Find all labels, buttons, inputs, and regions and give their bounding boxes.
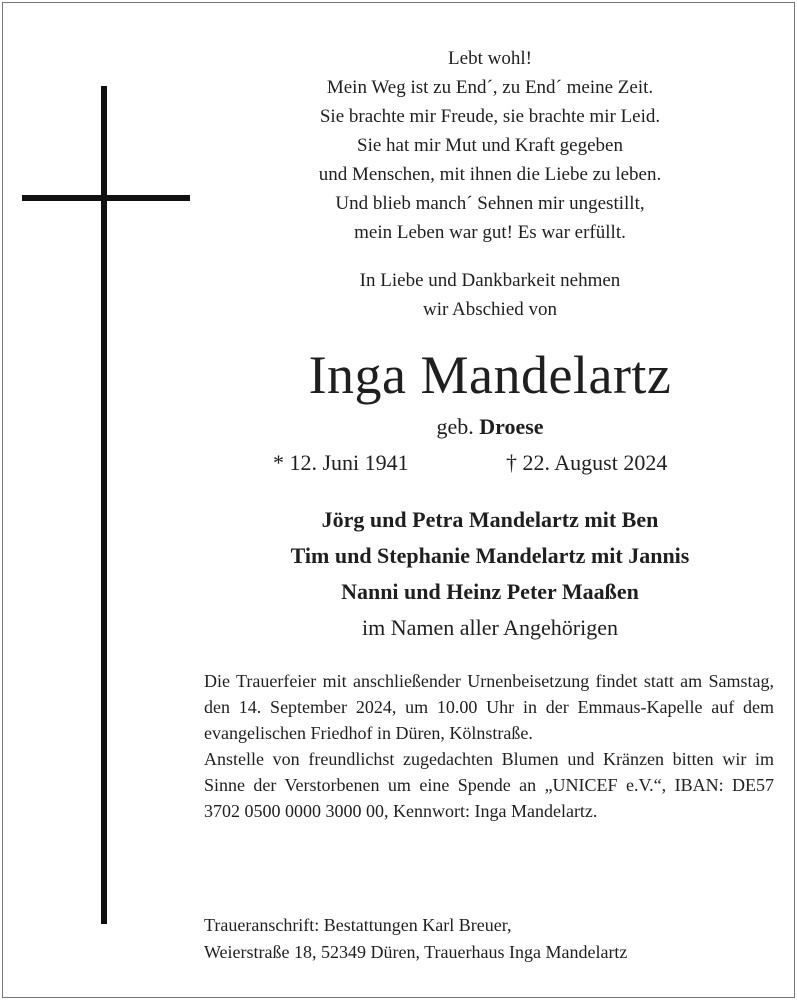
poem-line: Und blieb manch´ Sehnen mir ungestillt, bbox=[335, 193, 645, 214]
ceremony-paragraph: Die Trauerfeier mit anschließender Urnenbeisetzung findet statt am Samstag, den 14. September 2024, um 10.00 Uhr in der Emmaus-Kapelle auf dem evangelischen Friedhof in Düren, Kölnstraße. bbox=[204, 671, 774, 743]
birth-name bbox=[200, 412, 780, 442]
mourning-address bbox=[204, 912, 774, 966]
mourner-line: Jörg und Petra Mandelartz mit Ben bbox=[321, 507, 659, 532]
cross-horizontal-bar bbox=[22, 195, 190, 201]
cross-vertical-bar bbox=[101, 86, 107, 924]
poem-line: Lebt wohl! bbox=[448, 48, 532, 69]
poem-line: Mein Weg ist zu End´, zu End´ meine Zeit. bbox=[326, 77, 654, 98]
birth-name-value: Droese bbox=[479, 414, 544, 439]
farewell-intro bbox=[230, 266, 750, 324]
address-line: Traueranschrift: Bestattungen Karl Breuer, bbox=[204, 915, 512, 935]
intro-line: wir Abschied von bbox=[422, 299, 558, 320]
poem-line: mein Leben war gut! Es war erfüllt. bbox=[354, 222, 626, 243]
death-date: † 22. August 2024 bbox=[506, 450, 668, 475]
address-line: Weierstraße 18, 52349 Düren, Trauerhaus Inga Mandelartz bbox=[204, 942, 628, 962]
donation-paragraph: Anstelle von freundlichst zugedachten Blumen und Kränzen bitten wir im Sinne der Verstorbenen um eine Spende an „UNICEF e.V.“, IBAN: DE57 3702 0500 0000 3000 00, Kennwort: Inga Mandelartz. bbox=[204, 749, 774, 821]
intro-line: In Liebe und Dankbarkeit nehmen bbox=[359, 270, 621, 291]
deceased-name: Inga Mandelartz bbox=[308, 345, 672, 405]
poem-line: und Menschen, mit ihnen die Liebe zu leben. bbox=[318, 164, 662, 185]
mourners-list bbox=[180, 502, 797, 646]
mourner-line: Tim und Stephanie Mandelartz mit Jannis bbox=[290, 543, 690, 568]
poem-line: Sie hat mir Mut und Kraft gegeben bbox=[357, 135, 623, 156]
birth-date: * 12. Juni 1941 bbox=[273, 450, 409, 475]
poem-line: Sie brachte mir Freude, sie brachte mir Leid. bbox=[319, 106, 661, 127]
mourner-line: Nanni und Heinz Peter Maaßen bbox=[341, 579, 639, 604]
mourners-note: im Namen aller Angehörigen bbox=[362, 615, 618, 640]
poem bbox=[230, 44, 750, 247]
birth-name-prefix: geb. bbox=[436, 414, 474, 439]
ceremony-details bbox=[204, 668, 774, 824]
